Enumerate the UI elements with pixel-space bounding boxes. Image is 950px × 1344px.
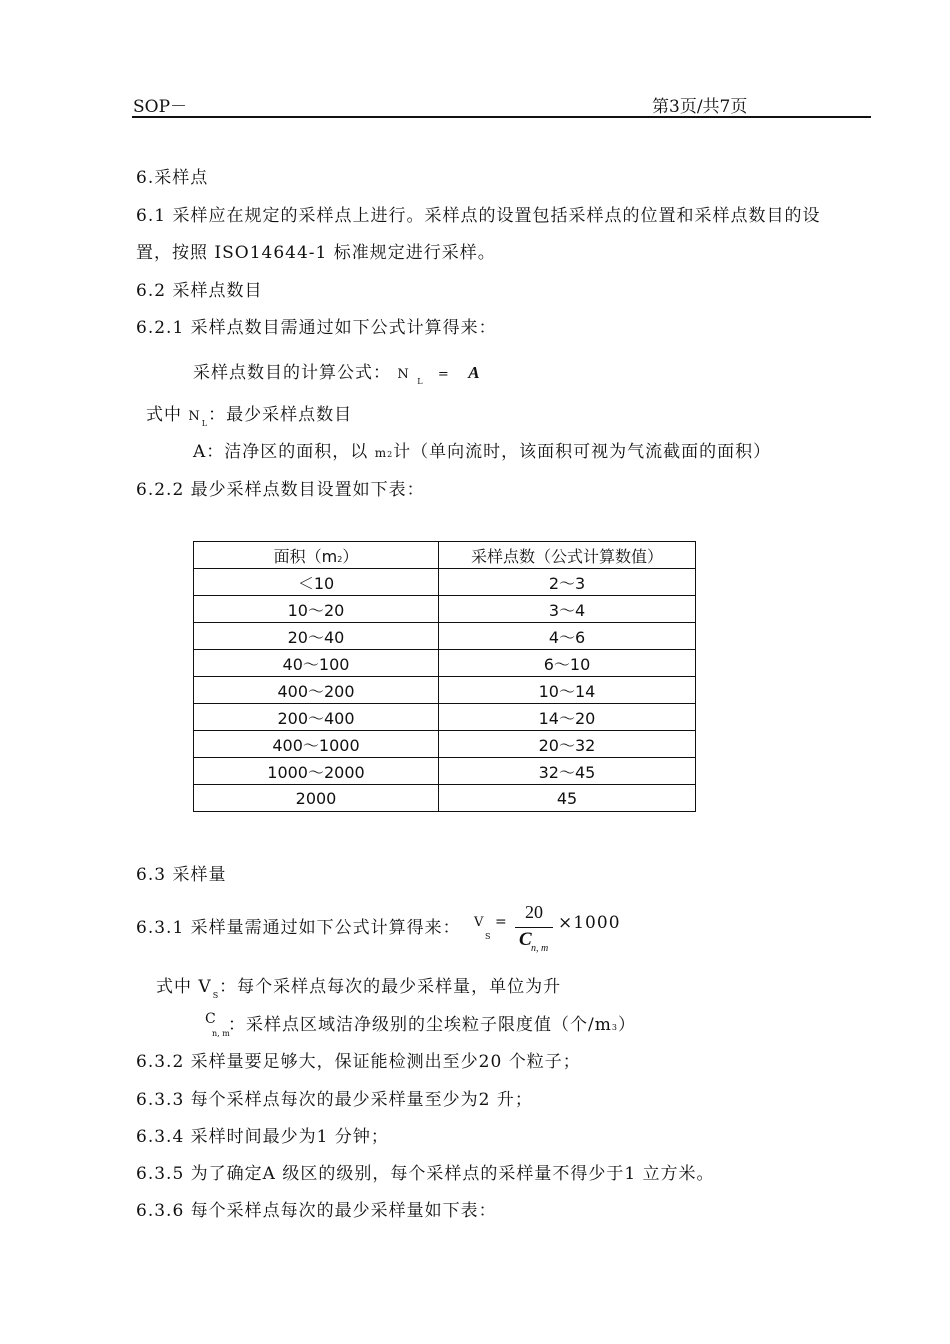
table-cell-points: 45 — [439, 785, 696, 812]
table-cell-points: 2～3 — [439, 569, 696, 596]
definition-A-text-end: 计（单向流时，该面积可视为气流截面的面积） — [393, 442, 772, 462]
definition-VS — [156, 972, 562, 1000]
table-cell-points: 20～32 — [439, 731, 696, 758]
table-cell-area: ＜10 — [194, 569, 439, 596]
header-rule — [132, 116, 871, 118]
definition-C-text: ：采样点区域洁净级别的尘埃粒子限度值（个/m — [228, 1015, 612, 1035]
definition-A-unit: m — [374, 446, 388, 460]
table-cell-points: 32～45 — [439, 758, 696, 785]
definition-VS-text: ：每个采样点每次的最少采样量，单位为升 — [219, 977, 562, 997]
definition-NL — [146, 400, 353, 428]
table-header-row — [194, 542, 696, 569]
formula-2-numerator: 20 — [525, 902, 543, 922]
definition-A — [193, 437, 771, 462]
sampling-points-table — [193, 541, 696, 812]
formula-1-equals: = — [437, 367, 450, 382]
table-cell-points: 3～4 — [439, 596, 696, 623]
formula-1-N: N — [397, 367, 410, 382]
definition-NL-subscript: L — [201, 419, 209, 428]
definition-C — [228, 1010, 636, 1035]
table-cell-points: 6～10 — [439, 650, 696, 677]
formula-2-fraction-bar — [515, 927, 553, 928]
definition-NL-symbol: N — [188, 409, 201, 424]
definition-NL-prefix: 式中 — [146, 405, 189, 425]
para-6-3-6: 6.3.6 每个采样点每次的最少采样量如下表： — [136, 1201, 497, 1221]
definition-A-text: A：洁净区的面积，以 — [193, 442, 375, 462]
table-header-points: 采样点数（公式计算数值） — [439, 542, 696, 569]
table-row — [194, 569, 696, 596]
formula-2-V-subscript: S — [485, 932, 491, 941]
para-6-3-3: 6.3.3 每个采样点每次的最少采样量至少为2 升； — [136, 1090, 533, 1110]
section-6-3-heading: 6.3 采样量 — [136, 865, 227, 885]
table-cell-area: 10～20 — [194, 596, 439, 623]
table-header-area-end: ） — [342, 546, 359, 566]
table-row — [194, 731, 696, 758]
table-cell-area: 400～200 — [194, 677, 439, 704]
table-row — [194, 650, 696, 677]
formula-1-label: 采样点数目的计算公式： — [193, 363, 391, 383]
para-6-1-line2: 置，按照 ISO14644-1 标准规定进行采样。 — [136, 243, 496, 263]
para-6-3-1: 6.3.1 采样量需通过如下公式计算得来： — [136, 918, 461, 938]
table-row — [194, 704, 696, 731]
formula-1-A: A — [468, 363, 481, 382]
definition-C-end: ） — [617, 1015, 636, 1035]
table-cell-area: 1000～2000 — [194, 758, 439, 785]
formula-2-equals: = — [495, 914, 507, 930]
table-cell-area: 40～100 — [194, 650, 439, 677]
formula-1 — [193, 358, 481, 386]
table-row — [194, 677, 696, 704]
table-cell-area: 20～40 — [194, 623, 439, 650]
table-row — [194, 785, 696, 812]
para-6-1-line1: 6.1 采样应在规定的采样点上进行。采样点的设置包括采样点的位置和采样点数目的设 — [136, 206, 821, 226]
table-header-area-sup: 2 — [337, 554, 343, 564]
formula-2-denominator: C — [519, 929, 532, 950]
table-cell-points: 4～6 — [439, 623, 696, 650]
section-6-2-heading: 6.2 采样点数目 — [136, 281, 263, 301]
para-6-3-4: 6.3.4 采样时间最少为1 分钟； — [136, 1127, 389, 1147]
definition-C-subscript: n, m — [212, 1029, 230, 1038]
header-left: SOP－ — [133, 97, 188, 117]
definition-C-sup: 3 — [611, 1023, 618, 1032]
table-row — [194, 758, 696, 785]
para-6-2-2: 6.2.2 最少采样点数目设置如下表： — [136, 480, 425, 500]
formula-2-denominator-subscript: n, m — [531, 943, 549, 954]
formula-1-subscript: L — [417, 377, 424, 386]
table-cell-points: 14～20 — [439, 704, 696, 731]
definition-A-unit-sup: 2 — [387, 450, 394, 459]
definition-VS-subscript: S — [212, 991, 220, 1000]
formula-2-V: V — [474, 915, 484, 930]
para-6-2-1: 6.2.1 采样点数目需通过如下公式计算得来： — [136, 318, 497, 338]
table-cell-points: 10～14 — [439, 677, 696, 704]
header-page-number: 第3页/共7页 — [652, 97, 748, 117]
definition-VS-prefix: 式中 V — [156, 977, 212, 997]
table-cell-area: 400～1000 — [194, 731, 439, 758]
section-6-heading: 6.采样点 — [136, 168, 209, 188]
definition-NL-text: ：最少采样点数目 — [208, 405, 353, 425]
table-header-area — [194, 542, 439, 569]
definition-C-symbol: C — [205, 1011, 216, 1027]
formula-2-multiplier: ×1000 — [558, 913, 621, 933]
table-cell-area: 200～400 — [194, 704, 439, 731]
para-6-3-5: 6.3.5 为了确定A 级区的级别，每个采样点的采样量不得少于1 立方米。 — [136, 1164, 715, 1184]
table-row — [194, 596, 696, 623]
table-header-area-text: 面积（m — [273, 546, 338, 566]
table-row — [194, 623, 696, 650]
para-6-3-2: 6.3.2 采样量要足够大，保证能检测出至少20 个粒子； — [136, 1052, 581, 1072]
table-cell-area: 2000 — [194, 785, 439, 812]
